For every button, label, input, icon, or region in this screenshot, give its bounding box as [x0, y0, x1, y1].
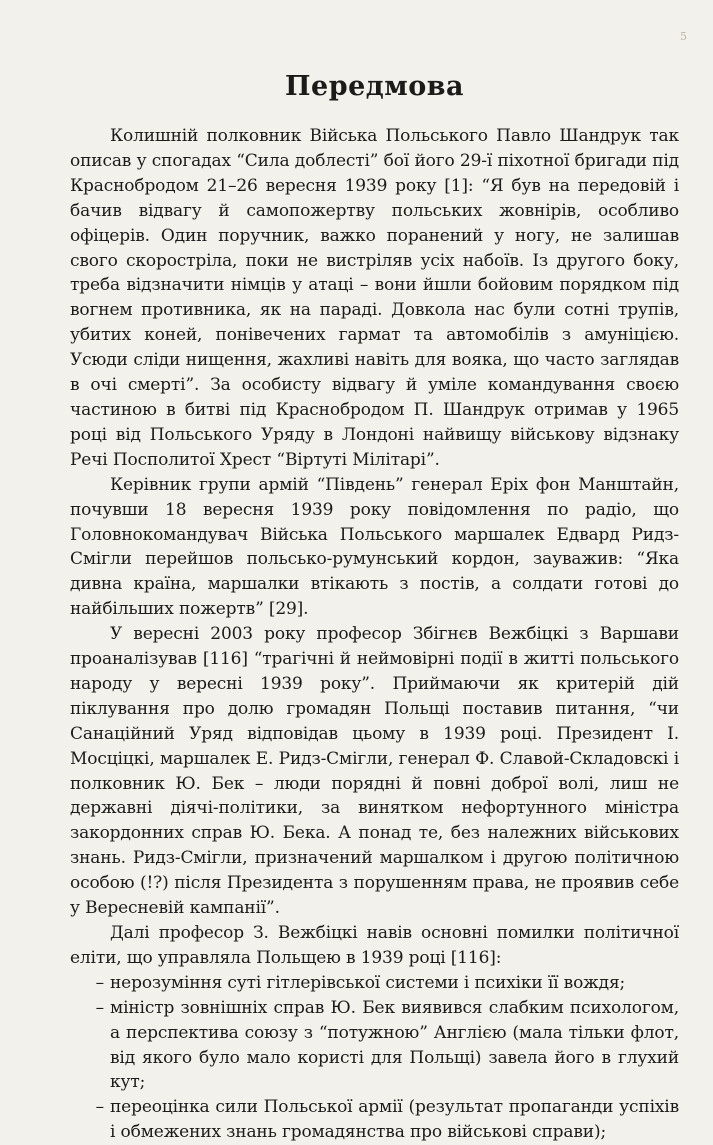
- paragraph: У вересні 2003 року професор Збігнєв Вежбіцкі з Варшави проаналізував [116] “трагічні й неймовірні події в житті польського народу у вересні 1939 року”. Приймаючи як критерій дій піклування про долю громадян Польщі поставив питання, “чи Санаційний Уряд відповідав цьому в 1939 році. Президент І. Мосціцкі, маршалек Е. Ридз-Смігли, генерал Ф. Славой-Складовскі і полковник Ю. Бек – люди порядні й повні доброї волі, лиш не державні діячі-політики, за винятком нефортунного міністра закордонних справ Ю. Бека. А понад те, без належних військових знань. Ридз-Смігли, призначений маршалком і другою політичною особою (!?) після Президента з порушенням права, не проявив себе у Вересневій кампанії”.: [70, 624, 679, 919]
- dash-marker: –: [95, 1097, 104, 1118]
- list-item: [70, 971, 679, 996]
- list-item-text: нерозуміння суті гітлерівської системи і психіки її вождя;: [110, 972, 626, 993]
- dash-marker: –: [95, 997, 104, 1018]
- paragraph: Колишній полковник Війська Польського Павло Шандрук так описав у спогадах “Сила доблесті” бої його 29-ї піхотної бригади під Краснобродом 21–26 вересня 1939 року [1]: “Я був на передовій і бачив відвагу й самопожертву польських жовнірів, особливо офіцерів. Один поручник, важко поранений у ногу, не залишав свого скорострілa, поки не вистріляв усіх набоїв. Із другого боку, треба відзначити німців у атаці – вони йшли бойовим порядком під вогнем противника, як на параді. Довкола нас були сотні трупів, убитих коней, понівечених гармат та автомобілів з амуніцією. Усюди сліди нищення, жахливі навіть для вояка, що часто заглядав в очі смерті”. За особисту відвагу й уміле командування своєю частиною в битві під Краснобродом П. Шандрук отримав у 1965 році від Польського Уряду в Лондоні найвищу військову відзнаку Речі Посполитої Хрест “Віртуті Мілітарі”.: [70, 126, 679, 470]
- page-number: 5: [680, 30, 687, 43]
- list-item: [70, 1095, 679, 1145]
- body-text: [70, 124, 679, 1145]
- page-title: Передмова: [285, 71, 464, 102]
- list-item-text: переоцінка сили Польської армії (результат пропаганди успіхів і обмежених знань громадянства про військові справи);: [110, 1097, 679, 1143]
- error-list: [70, 971, 679, 1145]
- paragraph: Керівник групи армій “Південь” генерал Еріх фон Манштайн, почувши 18 вересня 1939 року повідомлення по радіо, що Головнокомандувач Війська Польського маршалек Едвард Ридз-Смігли перейшов польсько-румунський кордон, зауважив: “Яка дивна країна, маршалки втікають з постів, а солдати готові до найбільших пожертв” [29].: [70, 474, 679, 620]
- dash-marker: –: [95, 972, 104, 993]
- list-item: [70, 996, 679, 1096]
- paragraph: Далі професор З. Вежбіцкі навів основні помилки політичної еліти, що управляла Польщею в 1939 році [116]:: [70, 923, 679, 968]
- list-item-text: міністр зовнішніх справ Ю. Бек виявився слабким психологом, а перспектива союзу з “потужною” Англією (мала тільки флот, від якого було мало користі для Польщі) завела його в глухий кут;: [110, 997, 679, 1093]
